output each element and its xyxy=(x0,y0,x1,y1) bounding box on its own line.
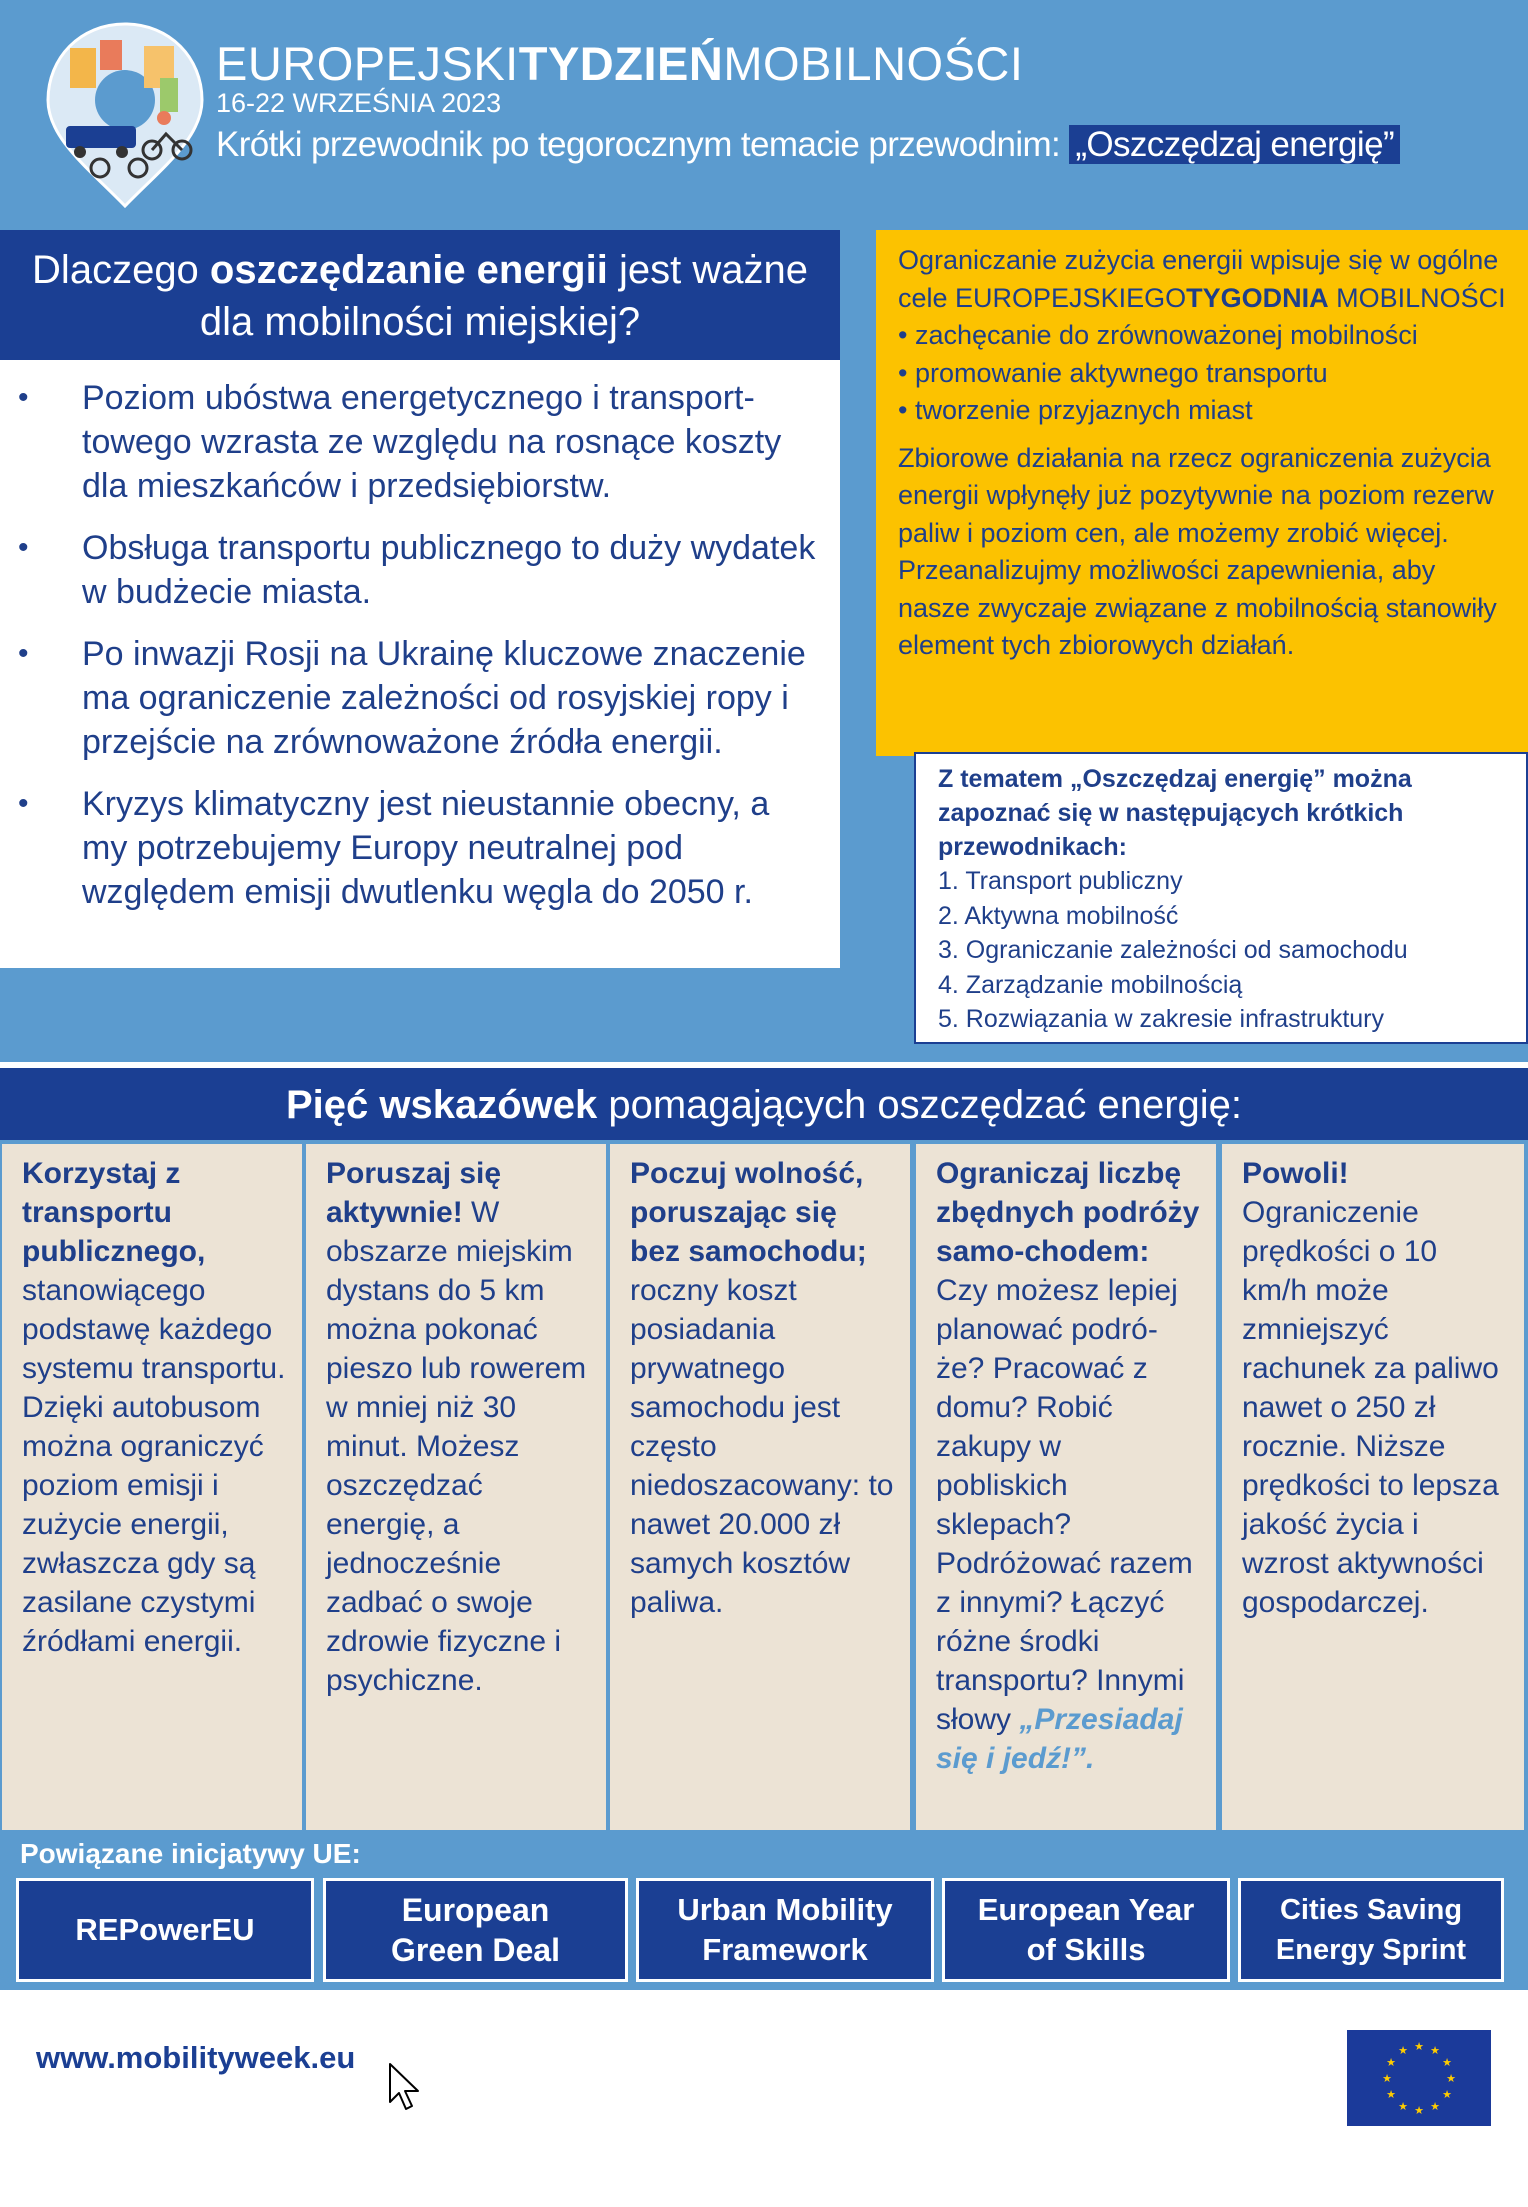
svg-text:★: ★ xyxy=(1386,2056,1396,2069)
bullet-icon: • xyxy=(18,787,29,820)
bullet-icon: • xyxy=(18,381,29,414)
bullet-icon: • xyxy=(18,637,29,670)
initiative-urban-mobility[interactable]: Urban Mobility Framework xyxy=(636,1878,934,1982)
svg-text:★: ★ xyxy=(1446,2072,1456,2085)
tip-card: Poczuj wolność, poruszając się bez samochodu; roczny koszt posiadania prywatnego samochodu jest często niedoszacowany: to nawet 20.000 zł samych kosztów paliwa. xyxy=(610,1144,910,1830)
goal-item: • tworzenie przyjaznych miast xyxy=(898,395,1253,425)
svg-text:★: ★ xyxy=(1430,2044,1440,2057)
goals-intro: Ograniczanie zużycia energii wpisuje się w ogólne cele EUROPEJSKIEGOTYGODNIA MOBILNOŚCI • zachęcanie do zrównoważonej mobilności • promowanie aktywnego transportu • tworzenie przyjaznych miast xyxy=(898,242,1506,430)
mobility-week-logo-icon xyxy=(40,18,210,208)
svg-text:★: ★ xyxy=(1386,2088,1396,2101)
event-title: EUROPEJSKITYDZIEŃMOBILNOŚCI xyxy=(216,37,1024,90)
guide-item: 5. Rozwiązania w zakresie infrastruktury xyxy=(938,1005,1384,1033)
tip-card: Powoli! Ograniczenie prędkości o 10 km/h może zmniejszyć rachunek za paliwo nawet o 250 zł rocznie. Niższe prędkości to lepsza jakość życia i wzrost aktywności gospodarczej. xyxy=(1222,1144,1524,1830)
svg-text:★: ★ xyxy=(1442,2056,1452,2069)
svg-text:★: ★ xyxy=(1414,2040,1424,2053)
why-list xyxy=(0,360,840,968)
related-label: Powiązane inicjatywy UE: xyxy=(20,1838,361,1869)
list-item: • Poziom ubóstwa energetycznego i transport-towego wzrasta ze względu na rosnące koszty dla mieszkańców i przedsiębiorstw. xyxy=(18,376,820,508)
mouse-cursor-icon xyxy=(388,2062,422,2112)
tip-quote: „Przesiadaj się i jedź!” xyxy=(936,1703,1183,1775)
svg-text:★: ★ xyxy=(1398,2044,1408,2057)
guide-item: 1. Transport publiczny xyxy=(938,867,1183,895)
tip-card: Poruszaj się aktywnie! W obszarze miejskim dystans do 5 km można pokonać pieszo lub rowerem w mniej niż 30 minut. Możesz oszczędzać energię, a jednocześnie zadbać o swoje zdrowie fizyczne i psychiczne. xyxy=(306,1144,606,1830)
website-link[interactable]: www.mobilityweek.eu xyxy=(36,2040,356,2075)
list-item: • Po inwazji Rosji na Ukrainę kluczowe znaczenie ma ograniczenie zależności od rosyjskiej ropy i przejście na zrównoważone źródła energii. xyxy=(18,632,820,764)
guide-item: 4. Zarządzanie mobilnością xyxy=(938,970,1243,999)
event-dates: 16-22 WRZEŚNIA 2023 xyxy=(216,88,502,118)
list-item: • Kryzys klimatyczny jest nieustannie obecny, a my potrzebujemy Europy neutralnej pod względem emisji dwutlenku węgla do 2050 r. xyxy=(18,782,820,914)
initiative-repowereu[interactable]: REPowerEU xyxy=(16,1878,314,1982)
list-item: • Obsługa transportu publicznego to duży wydatek w budżecie miasta. xyxy=(18,526,820,614)
tip-card: Korzystaj z transportu publicznego, stanowiącego podstawę każdego systemu transportu. Dzięki autobusom można ograniczyć poziom emisji i zużycie energii, zwłaszcza gdy są zasilane czystymi źródłami energii. xyxy=(2,1144,302,1830)
eu-flag-icon xyxy=(1347,2030,1491,2126)
initiative-energy-sprint[interactable]: Cities Saving Energy Sprint xyxy=(1238,1878,1504,1982)
goals-paragraph: Zbiorowe działania na rzecz ograniczenia zużycia energii wpłynęły już pozytywnie na poziom rezerw paliw i poziom cen, ale możemy zrobić więcej. Przeanalizujmy możliwości zapewnienia, aby nasze zwyczaje związane z mobilnością stanowiły element tych zbiorowych działań. xyxy=(898,442,1497,660)
svg-text:★: ★ xyxy=(1414,2104,1424,2117)
bullet-icon: • xyxy=(18,531,29,564)
svg-text:★: ★ xyxy=(1430,2100,1440,2113)
goal-item: • promowanie aktywnego transportu xyxy=(898,357,1328,388)
guides-heading: Z tematem „Oszczędzaj energię” można zapoznać się w następujących krótkich przewodnikach: xyxy=(938,765,1412,861)
theme-highlight: „Oszczędzaj energię” xyxy=(1069,125,1400,164)
guide-item: 3. Ograniczanie zależności od samochodu xyxy=(938,936,1408,964)
goals-box xyxy=(876,230,1528,756)
initiative-green-deal[interactable]: European Green Deal xyxy=(323,1878,628,1982)
event-subtitle: Krótki przewodnik po tegorocznym temacie przewodnim: „Oszczędzaj energię” xyxy=(216,125,1400,165)
guide-item: 2. Aktywna mobilność xyxy=(938,901,1179,930)
why-heading: Dlaczego oszczędzanie energii jest ważne dla mobilności miejskiej? xyxy=(0,230,840,360)
goal-item: • zachęcanie do zrównoważonej mobilności xyxy=(898,320,1418,350)
svg-text:★: ★ xyxy=(1398,2100,1408,2113)
svg-text:★: ★ xyxy=(1382,2072,1392,2085)
svg-text:★: ★ xyxy=(1442,2088,1452,2101)
tips-heading: Pięć wskazówek pomagających oszczędzać energię: xyxy=(0,1068,1528,1140)
guides-box xyxy=(914,752,1528,1044)
tip-card: Ograniczaj liczbę zbędnych podróży samo-chodem: Czy możesz lepiej planować podró-że? Pracować z domu? Robić zakupy w pobliskich sklepach? Podróżować razem z innymi? Łączyć różne środki transportu? Innymi słowy „Przesiadaj się i jedź!”. xyxy=(916,1144,1216,1830)
initiative-year-of-skills[interactable]: European Year of Skills xyxy=(942,1878,1230,1982)
